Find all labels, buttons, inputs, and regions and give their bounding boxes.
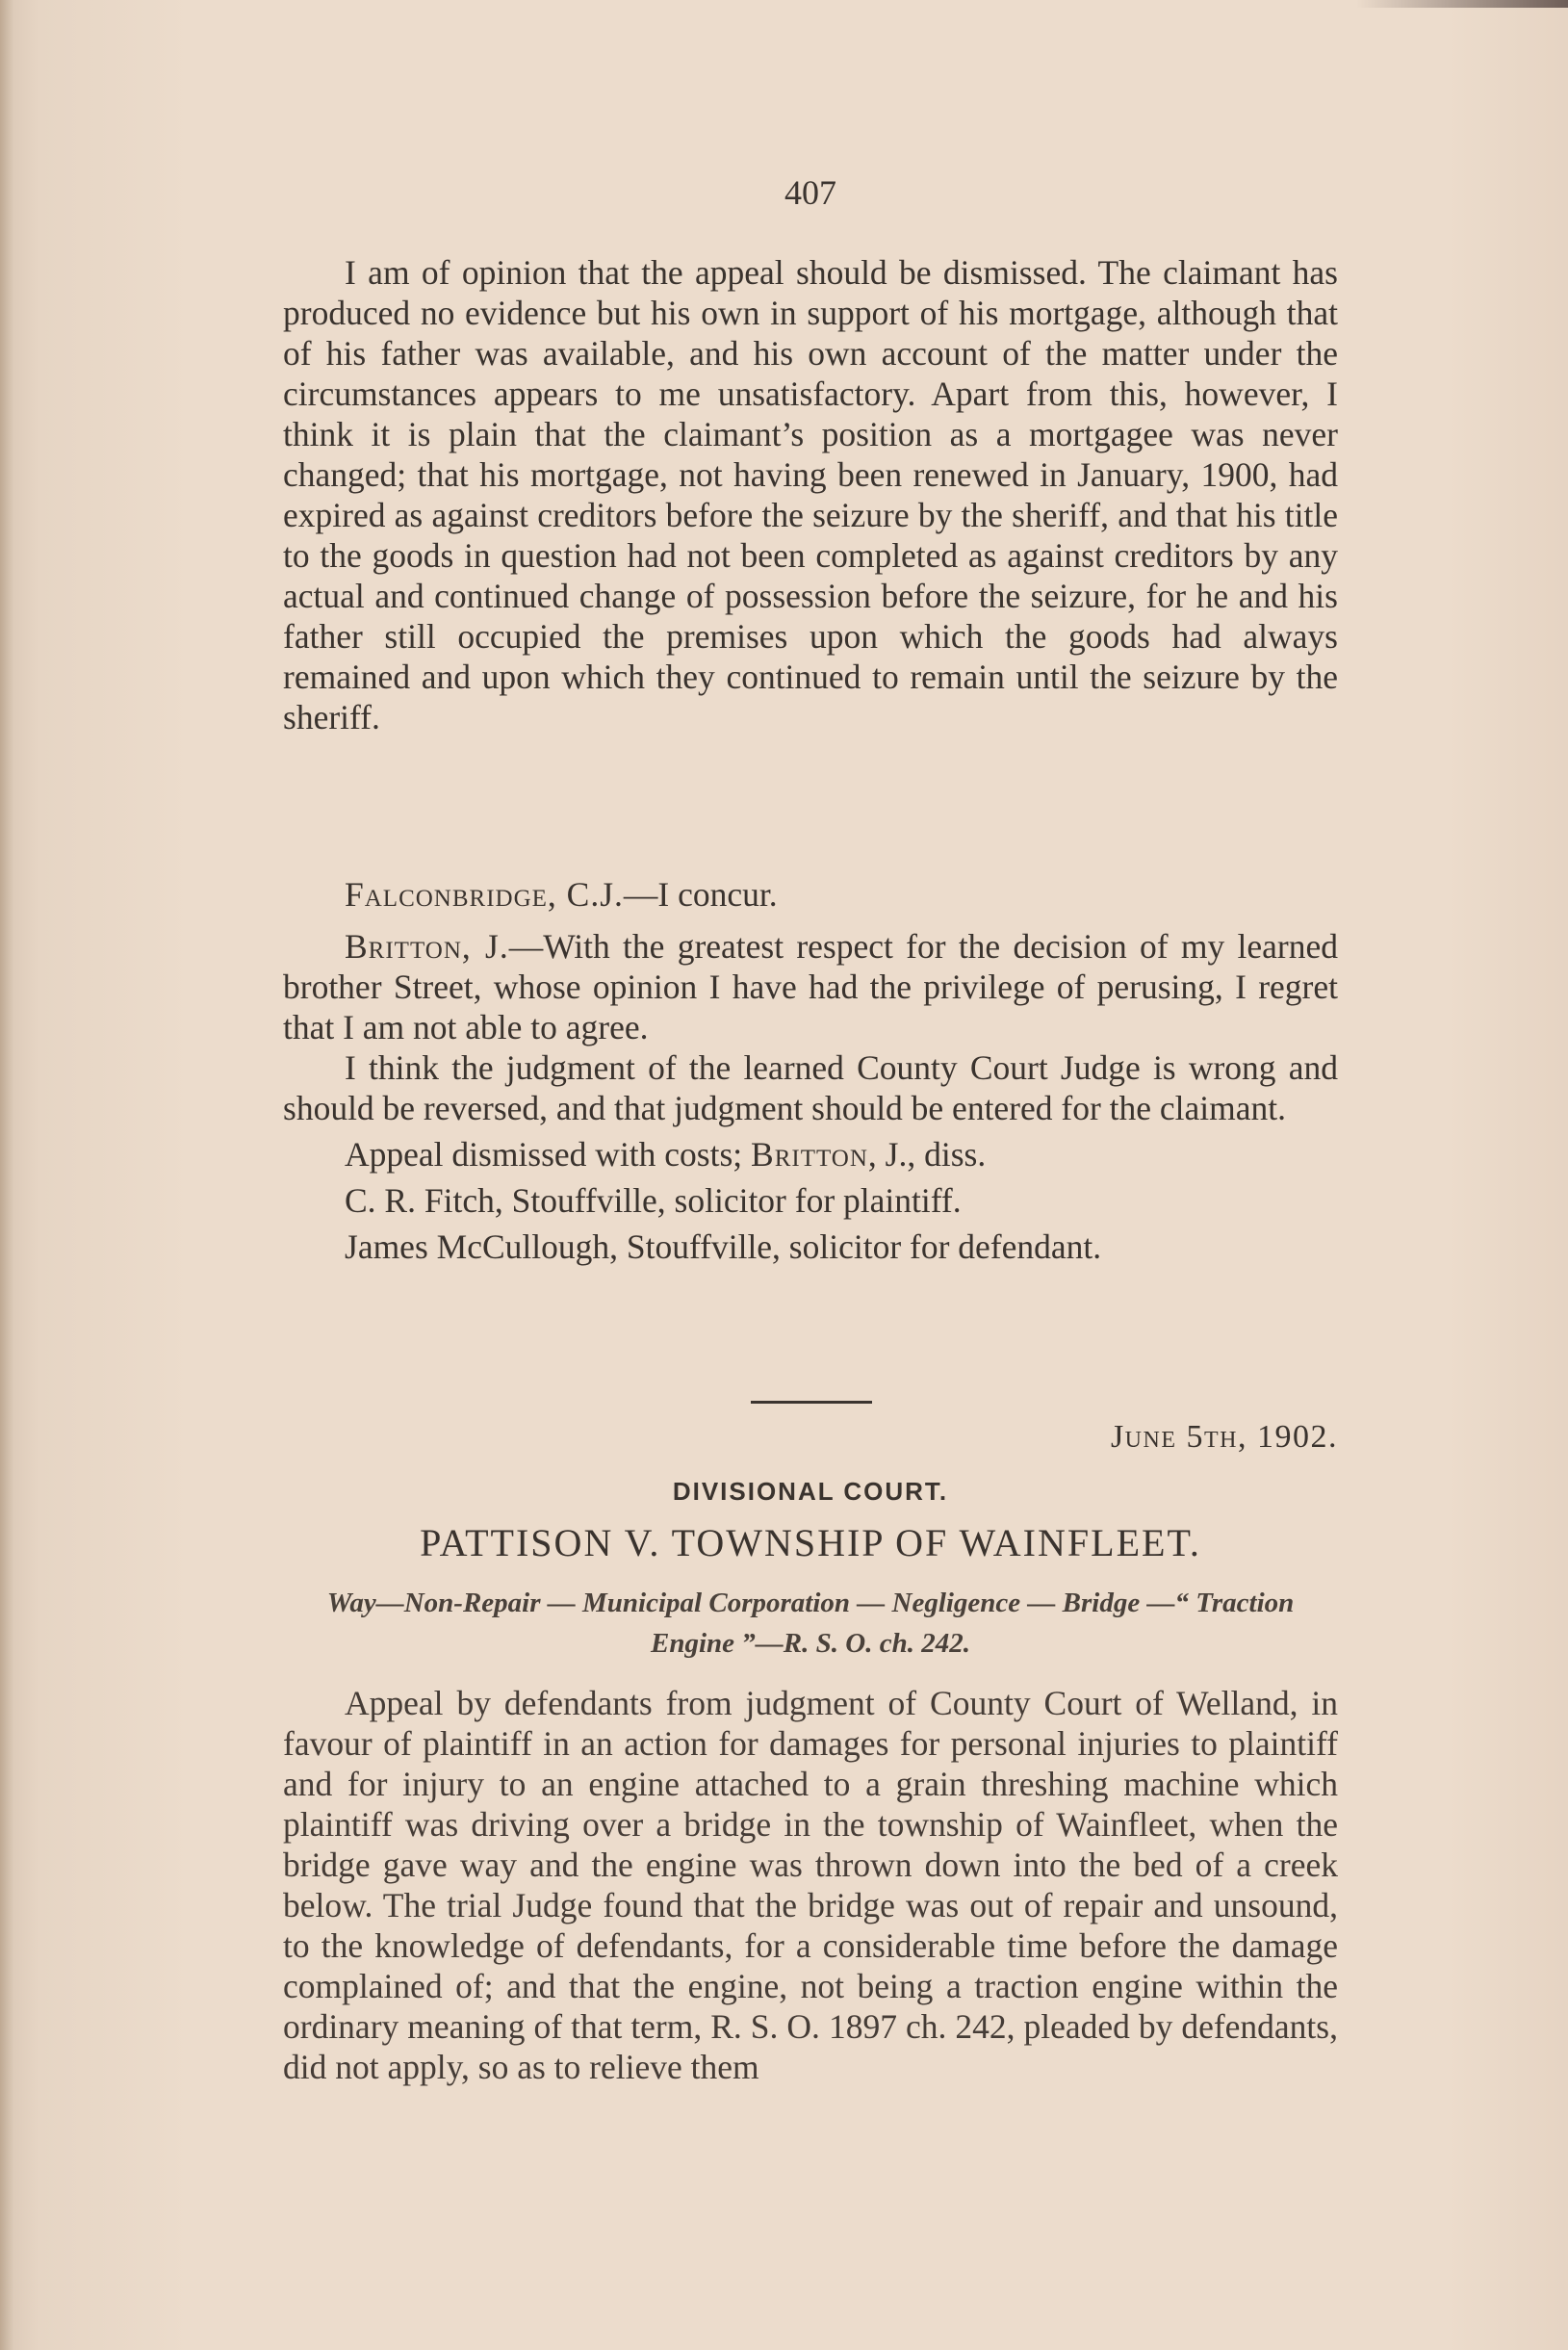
britton-text: —With the greatest respect for the decision of my learned brother Street, whose opinion I have had the privilege of perusing, I regret that I am not able to agree. bbox=[283, 927, 1338, 1046]
result-judge-name: Britton bbox=[751, 1135, 868, 1174]
falconbridge-paragraph bbox=[283, 874, 1338, 915]
judge-name-falconbridge: Falconbridge, C.J. bbox=[345, 875, 624, 914]
case-date: June 5th, 1902. bbox=[1110, 1419, 1338, 1455]
page-top-shadow bbox=[1356, 0, 1568, 8]
opinion-paragraph-1-block bbox=[283, 252, 1338, 737]
britton-paragraph bbox=[283, 926, 1338, 1047]
solicitor-defendant: James McCullough, Stouffville, solicitor for defendant. bbox=[345, 1227, 1102, 1266]
page-binding-edge bbox=[0, 0, 13, 2350]
opinion-paragraph-1: I am of opinion that the appeal should be dismissed. The claimant has produced no evidence but his own in support of his mortgage, although that of his father was available, and his own account of the matter under the circumstances appears to me unsatisfactory. Apart from this, however, I think it is plain that the claimant’s position as a mortgagee was never changed; that his mortgage, not having been renewed in January, 1900, had expired as against creditors before the seizure by the sheriff, and that his title to the goods in question had not been completed as against creditors by any actual and continued change of possession before the seizure, for he and his father still occupied the premises upon which the goods had always remained and upon which they continued to remain until the seizure by the sheriff. bbox=[283, 253, 1338, 736]
result-line bbox=[283, 1134, 1338, 1175]
britton-block bbox=[283, 926, 1338, 1267]
section-divider bbox=[751, 1401, 872, 1404]
case-headnote: Way—Non-Repair — Municipal Corporation — Negligence — Bridge —“ Traction Engine ”—R. S. O. ch. 242. bbox=[326, 1588, 1295, 1659]
falconbridge-block bbox=[283, 874, 1338, 915]
case-body: Appeal by defendants from judgment of County Court of Welland, in favour of plaintiff in an action for damages for personal injuries to plaintiff and for injury to an engine attached to a grain threshing machine which plaintiff was driving over a bridge in the township of Wainfleet, when the bridge gave way and the engine was thrown down into the bed of a creek below. The trial Judge found that the bridge was out of repair and unsound, to the knowledge of defendants, for a considerable time before the damage complained of; and that the engine, not being a traction engine within the ordinary meaning of that term, R. S. O. 1897 ch. 242, pleaded by defendants, did not apply, so as to relieve them bbox=[283, 1684, 1338, 2086]
case-body-block bbox=[283, 1683, 1338, 2087]
solicitor-plaintiff: C. R. Fitch, Stouffville, solicitor for plaintiff. bbox=[345, 1181, 962, 1220]
judge-name-britton: Britton, J. bbox=[345, 927, 509, 966]
britton-paragraph-2: I think the judgment of the learned County Court Judge is wrong and should be reversed, and that judgment should be entered for the claimant. bbox=[283, 1048, 1338, 1127]
court-name: DIVISIONAL COURT. bbox=[672, 1477, 949, 1506]
falconbridge-text: —I concur. bbox=[623, 875, 778, 914]
case-title: PATTISON V. TOWNSHIP OF WAINFLEET. bbox=[420, 1521, 1201, 1564]
result-prefix: Appeal dismissed with costs; bbox=[345, 1135, 752, 1174]
page-number: 407 bbox=[784, 173, 836, 212]
result-suffix: , J., diss. bbox=[867, 1135, 987, 1174]
